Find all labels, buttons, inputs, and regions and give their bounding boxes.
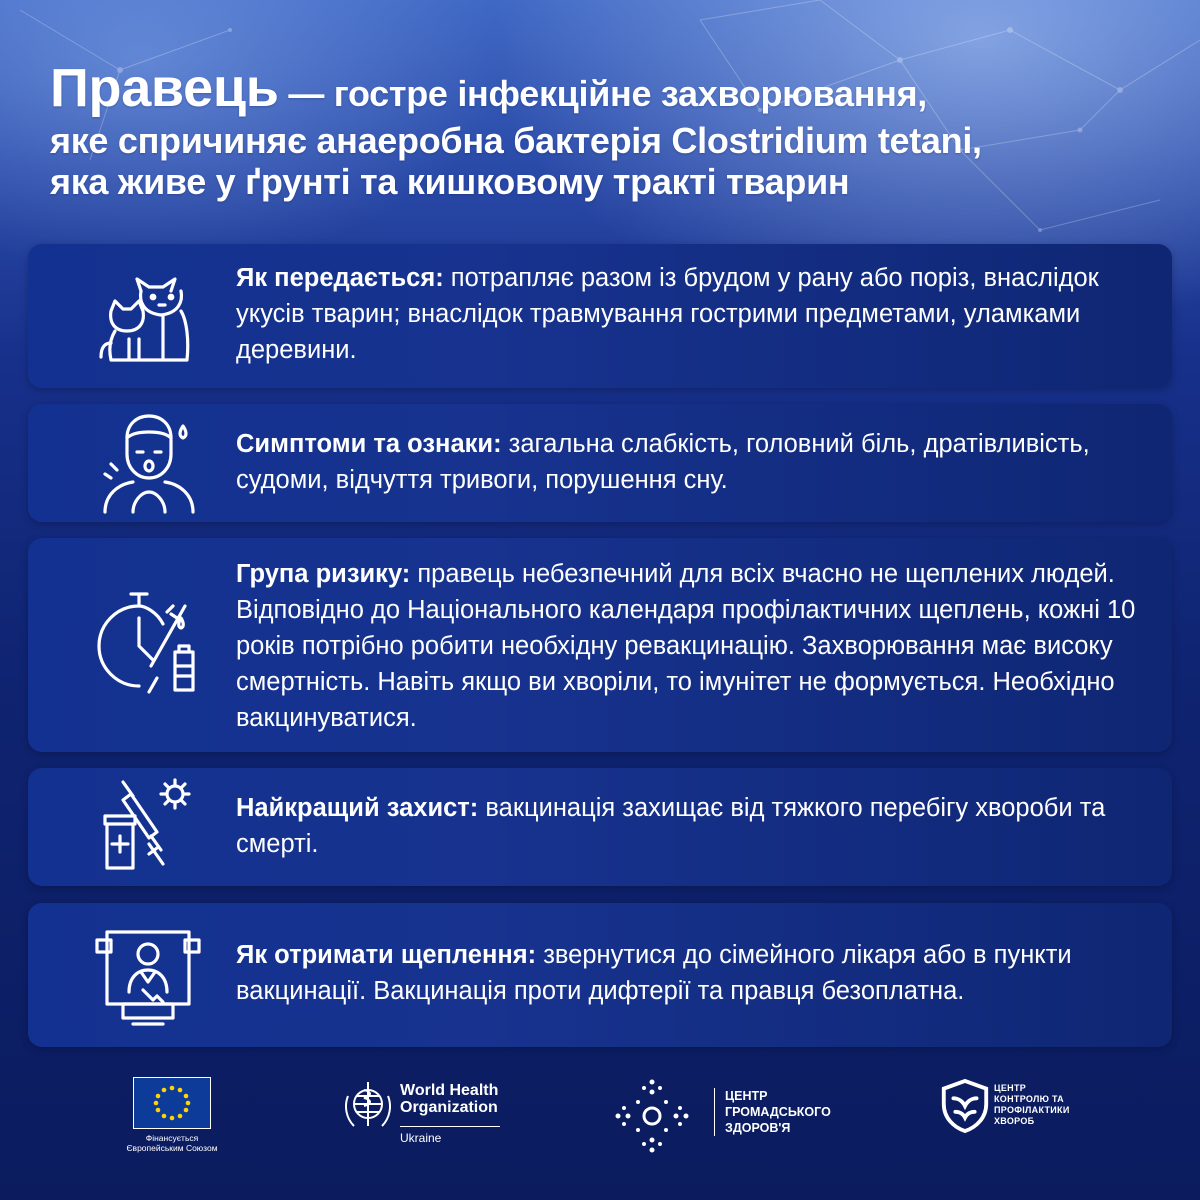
who-name-line-1: World Health bbox=[400, 1082, 499, 1099]
eu-caption-line-2: Європейським Союзом bbox=[126, 1143, 218, 1153]
ccdc-line-1: ЦЕНТР bbox=[994, 1083, 1027, 1093]
partner-logos bbox=[0, 1062, 1200, 1172]
info-card-transmission bbox=[28, 244, 1172, 388]
eu-logo bbox=[112, 1077, 232, 1153]
info-card-get-vaccinated bbox=[28, 903, 1172, 1047]
ccdc-line-2: КОНТРОЛЮ ТА bbox=[994, 1094, 1064, 1104]
eu-caption bbox=[112, 1133, 232, 1153]
cgz-line-2: ГРОМАДСЬКОГО bbox=[725, 1105, 831, 1119]
card-label: Як отримати щеплення: bbox=[236, 941, 537, 969]
title-rest: — гостре інфекційне захворювання, bbox=[278, 73, 928, 114]
ccdc-line-4: ХВОРОБ bbox=[994, 1116, 1035, 1126]
dots-emblem-icon bbox=[612, 1076, 692, 1156]
shield-icon bbox=[938, 1077, 992, 1135]
who-name-line-2: Organization bbox=[400, 1099, 498, 1116]
page-title bbox=[50, 58, 1160, 202]
animals-icon bbox=[68, 261, 228, 371]
eu-caption-line-1: Фінансується bbox=[145, 1133, 199, 1143]
who-country: Ukraine bbox=[400, 1126, 500, 1145]
card-label: Група ризику: bbox=[236, 560, 411, 588]
who-emblem-icon bbox=[340, 1076, 396, 1132]
info-card-risk-group bbox=[28, 538, 1172, 752]
title-line-2: яке спричиняє анаеробна бактерія Clostridium tetani, bbox=[50, 119, 982, 161]
vaccine-vial-icon bbox=[68, 772, 228, 882]
ccdc-line-3: ПРОФІЛАКТИКИ bbox=[994, 1105, 1070, 1115]
card-text bbox=[236, 426, 1138, 498]
sick-person-icon bbox=[68, 408, 228, 518]
card-body: загальна слабкість, головний біль, дратівливість, судоми, відчуття тривоги, порушення сну. bbox=[236, 430, 1090, 494]
doctor-screen-icon bbox=[68, 920, 228, 1030]
title-line-3: яка живе у ґрунті та кишковому тракті тварин bbox=[50, 160, 850, 202]
title-word: Правець bbox=[50, 58, 279, 118]
who-name bbox=[400, 1082, 498, 1116]
card-body: потрапляє разом із брудом у рану або поріз, внаслідок укусів тварин; внаслідок травмування гострими предметами, уламками деревини. bbox=[236, 264, 1099, 364]
card-text bbox=[236, 556, 1138, 736]
stopwatch-syringe-icon bbox=[68, 588, 228, 698]
card-text bbox=[236, 937, 1138, 1009]
disease-control-center-name bbox=[994, 1083, 1070, 1127]
card-body: правець небезпечний для всіх вчасно не щеплених людей. Відповідно до Національного календаря профілактичних щеплень, кожні 10 років потрібно робити необхідну ревакцинацію. Захворювання має високу смертність. Навіть якщо ви хворіли, то імунітет не формується. Необхідно вакцинуватися. bbox=[236, 560, 1136, 732]
card-label: Симптоми та ознаки: bbox=[236, 430, 502, 458]
cgz-line-3: ЗДОРОВ'Я bbox=[725, 1121, 791, 1135]
info-card-symptoms bbox=[28, 404, 1172, 522]
public-health-center-name bbox=[714, 1088, 831, 1136]
card-label: Найкращий захист: bbox=[236, 794, 479, 822]
card-label: Як передається: bbox=[236, 264, 444, 292]
card-text bbox=[236, 260, 1138, 368]
info-card-best-protection bbox=[28, 768, 1172, 886]
cgz-line-1: ЦЕНТР bbox=[725, 1089, 768, 1103]
eu-flag-icon bbox=[133, 1077, 211, 1129]
card-text bbox=[236, 790, 1138, 862]
card-body: вакцинація захищає від тяжкого перебігу хвороби та смерті. bbox=[236, 794, 1106, 858]
card-body: звернутися до сімейного лікаря або в пункти вакцинації. Вакцинація проти дифтерії та правця безоплатна. bbox=[236, 941, 1072, 1005]
